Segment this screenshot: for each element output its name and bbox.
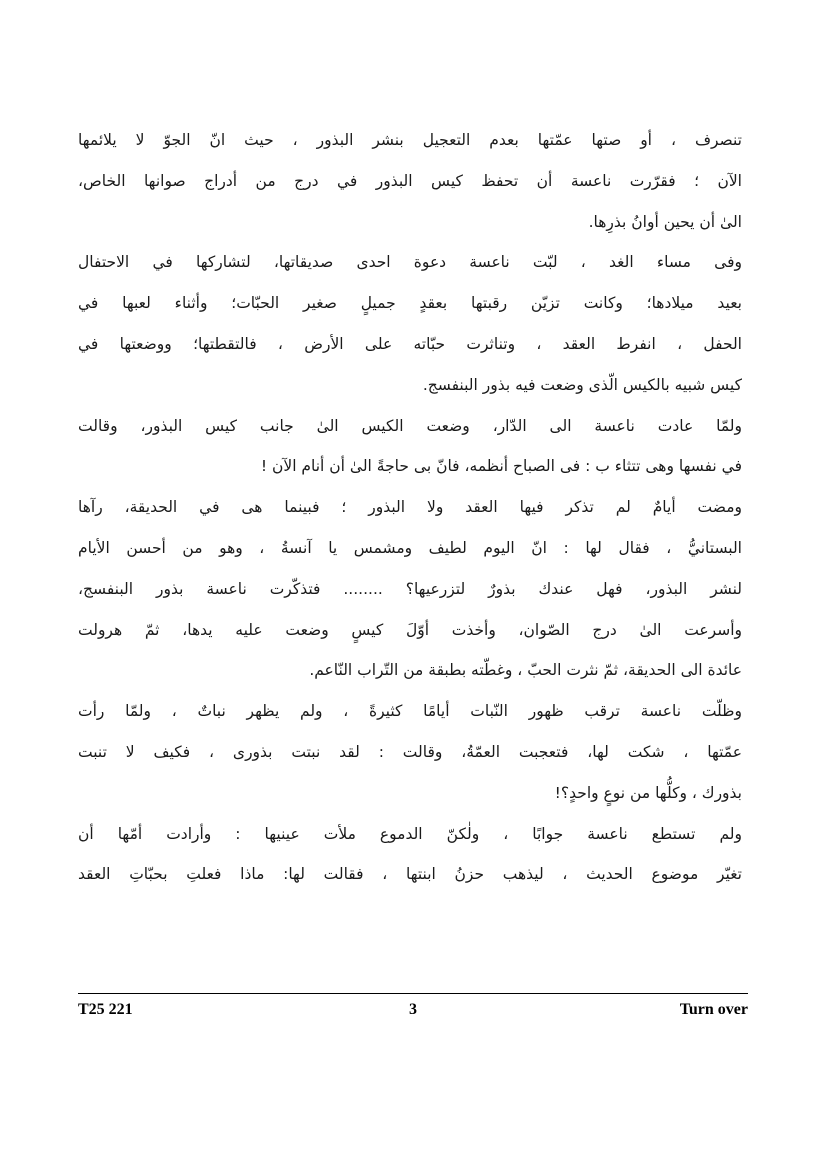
text-line: وظلّت ناعسة ترقب ظهور النّبات أيامًا كثيرةً ، ولم يظهر نباتٌ ، ولمّا رأت — [78, 702, 742, 721]
text-line: تنصرف ، أو صتها عمّتها بعدم التعجيل بنشر البذور ، حيث انّ الجوّ لا يلائمها — [78, 131, 742, 149]
text-line: في نفسها وهى تتثاء ب : فى الصباح أنظمه، فانّ بى حاجةً الىٰ أن أنام الآن ! — [260, 457, 742, 476]
text-line: عمّتها ، شكت لها، فتعجبت العمّةُ، وقالت : لقد نبتت بذورى ، فكيف لا تنبت — [78, 742, 742, 761]
text-line: لنشر البذور، فهل عندك بذورٌ لتزرعيها؟ ........ فتذكّرت ناعسة بذور البنفسج، — [78, 579, 742, 598]
turn-over-label: Turn over — [679, 1001, 748, 1018]
text-line: بذورك ، وكلُّها من نوعٍ واحدٍ؟! — [554, 783, 742, 802]
text-line: بعيد ميلادها؛ وكانت تزيّن رقبتها بعقدٍ جميلٍ صغير الحبّات؛ وأثناء لعبها في — [78, 294, 742, 313]
text-line: وفى مساء الغد ، لبّت ناعسة دعوة احدى صديقاتها، لتشاركها في الاحتفال — [78, 253, 742, 272]
text-line: وأسرعت الىٰ درج الصّوان، وأخذت أوّلَ كيسٍ وضعت عليه يدها، ثمّ هرولت — [78, 620, 742, 639]
text-line: ولم تستطع ناعسة جوابًا ، ولٰكنّ الدموع ملأت عينيها : وأرادت أمّها أن — [78, 824, 742, 843]
body-text — [78, 120, 742, 895]
text-line: الحفل ، انفرط العقد ، وتناثرت حبّاته على الأرض ، فالتقطتها؛ ووضعتها في — [78, 334, 742, 353]
text-line: عائدة الى الحديقة، ثمّ نثرت الحبّ ، وغطّته بطبقة من التّراب النّاعم. — [309, 661, 742, 680]
text-line: تغيّر موضوع الحديث ، ليذهب حزنُ ابنتها ، فقالت لها: ماذا فعلتِ بحبّاتِ العقد — [78, 865, 742, 884]
text-line: الآن ؛ فقرّرت ناعسة أن تحفظ كيس البذور في درج من أدراج صوانها الخاص، — [78, 171, 742, 190]
page-footer — [78, 1001, 748, 1023]
text-line: البستانيُّ ، فقال لها : انّ اليوم لطيف ومشمس يا آنسةُ ، وهو من أحسن الأيام — [78, 538, 742, 557]
text-line: ولمّا عادت ناعسة الى الدّار، وضعت الكيس الىٰ جانب كيس البذور، وقالت — [78, 416, 742, 435]
footer-divider — [78, 993, 748, 994]
page-number: 3 — [409, 1001, 417, 1018]
text-line: كيس شبيه بالكيس الّذى وضعت فيه بذور البنفسج. — [422, 375, 742, 394]
text-line: ومضت أيامٌ لم تذكر فيها العقد ولا البذور ؛ فبينما هى في الحديقة، رآها — [78, 498, 742, 517]
paper-code: T25 221 — [78, 1001, 133, 1018]
text-line: الىٰ أن يحين أوانُ بذرِها. — [588, 212, 742, 231]
